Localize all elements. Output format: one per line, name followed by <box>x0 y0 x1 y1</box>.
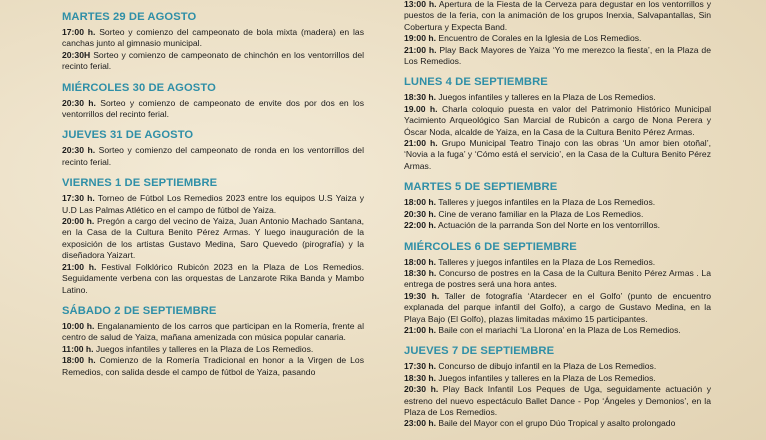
event-time: 18:30 h. <box>404 267 437 278</box>
event-time: 17:00 h. <box>62 27 96 37</box>
event <box>404 45 711 68</box>
event-text: Talleres y juegos infantiles en la Plaza de Los Remedios. <box>438 197 656 208</box>
event-time: 22:00 h. <box>404 220 437 231</box>
event-text: Grupo Municipal Teatro Tinajo con las obras ‘Un amor bien otoñal’, ‘Novia a la fuga’ y ‘Cómo está el servicio’, en la Casa de la Cultura Benito Pérez Armas. <box>404 138 711 171</box>
event-time: 20:30 h. <box>62 97 96 108</box>
event-time: 20:30 h. <box>404 384 439 395</box>
event-time: 21:00 h. <box>404 44 437 55</box>
event <box>404 197 711 208</box>
event <box>404 373 711 384</box>
event-text: Juegos infantiles y talleres en la Plaza de Los Remedios. <box>438 372 656 383</box>
event-text: Comienzo de la Romería Tradicional en honor a la Virgen de Los Remedios, con salida desde el campo de fútbol de Yaiza, pasando <box>62 355 364 377</box>
event-time: 19:30 h. <box>404 290 440 301</box>
event-text: Talleres y juegos infantiles en la Plaza de Los Remedios. <box>438 256 656 267</box>
event <box>62 216 364 262</box>
event <box>404 0 711 33</box>
event-text: Juegos infantiles y talleres en la Plaza de Los Remedios. <box>438 92 656 103</box>
right-column <box>404 0 711 430</box>
event-time: 18:30 h. <box>404 92 437 103</box>
event-text: Cine de verano familiar en la Plaza de Los Remedios. <box>438 208 644 219</box>
event-time: 23:00 h. <box>404 418 437 429</box>
event-time: 17:30 h. <box>62 193 95 204</box>
event <box>404 104 711 138</box>
event <box>404 361 711 372</box>
event <box>62 50 364 73</box>
day-title: JUEVES 7 DE SEPTIEMBRE <box>404 345 555 358</box>
event-text: Sorteo y comienzo de campeonato de envite dos por dos en los ventorrillos del recinto ferial. <box>62 97 364 120</box>
event-time: 19.00 h. <box>404 103 438 114</box>
event-text: Taller de fotografía ‘Atardecer en el Golfo’ (punto de encuentro explanada del parque infantil del Golfo), a cargo de Gustavo Medina, en la Playa Bajo (El Golfo), plazas limitadas máximo 15 participantes. <box>404 290 711 324</box>
event-time: 20:00 h. <box>62 216 95 227</box>
event-text: Encuentro de Corales en la Iglesia de Los Remedios. <box>438 33 642 44</box>
day-title: JUEVES 31 DE AGOSTO <box>62 129 194 142</box>
event <box>404 268 711 291</box>
event-time: 18:00 h. <box>62 355 96 366</box>
event-time: 17:30 h. <box>404 361 437 372</box>
event-time: 20:30H <box>62 49 91 60</box>
event-time: 21:00 h. <box>62 261 97 272</box>
event <box>62 193 364 216</box>
event-time: 21:00 h. <box>404 324 437 335</box>
event <box>62 355 364 378</box>
event-text: Juegos infantiles y talleres en la Plaza de Los Remedios. <box>95 343 314 354</box>
event-time: 21:00 h. <box>404 138 438 149</box>
event-text: Sorteo y comienzo de campeonato de chinchón en los ventorrillos del recinto ferial. <box>62 49 365 72</box>
event <box>404 384 711 418</box>
event <box>62 98 364 121</box>
event-time: 20:30 h. <box>404 208 437 219</box>
day-title: MIÉRCOLES 30 DE AGOSTO <box>62 81 216 94</box>
event <box>404 325 711 336</box>
event-time: 19:00 h. <box>404 33 437 44</box>
event <box>404 33 711 44</box>
event <box>404 138 711 172</box>
day-title: LUNES 4 DE SEPTIEMBRE <box>404 76 548 89</box>
event-time: 18:00 h. <box>404 256 437 267</box>
event <box>62 262 364 296</box>
event-time: 18:00 h. <box>404 197 437 208</box>
event-time: 20:30 h. <box>62 145 96 156</box>
event-text: Charla coloquio puesta en valor del Patrimonio Histórico Municipal Yacimiento Arqueológico San Marcial de Rubicón a cargo de Nona Perera y Óscar Noda, alcalde de Yaiza, en la Casa de la Cultura Benito Pérez Armas. <box>404 103 712 137</box>
event <box>404 291 711 325</box>
event-text: Torneo de Fútbol Los Remedios 2023 entre los equipos U.S Yaiza y U.D Las Palmas Atlético en el campo de fútbol de Yaiza. <box>62 193 364 215</box>
event-text: Concurso de dibujo infantil en la Plaza de Los Remedios. <box>438 361 657 372</box>
day-title: MARTES 29 DE AGOSTO <box>62 11 197 23</box>
day-title: VIERNES 1 DE SEPTIEMBRE <box>62 177 218 190</box>
event-time: 18:30 h. <box>404 372 437 383</box>
event-text: Festival Folklórico Rubicón 2023 en la Plaza de Los Remedios. Seguidamente verbena con las orquestas de Lanzarote Rika Banda y Mambo Latino. <box>62 261 364 295</box>
event-text: Pregón a cargo del vecino de Yaiza, Juan Antonio Machado Santana, en la Casa de la Cultura Benito Pérez Armas. Y luego inauguración de la exposición de los artistas Gustavo Medina, Saro Quevedo (pirografía) y la diseñadora Yaizart. <box>62 216 365 261</box>
event-text: Baile del Mayor con el grupo Dúo Tropical y asalto prolongado <box>438 418 676 429</box>
event-text: Engalanamiento de los carros que participan en la Romería, frente al centro de salud de Yaiza, mañana amenizada con música popular canaria. <box>62 320 364 343</box>
event <box>404 257 711 268</box>
event-text: Baile con el mariachi ‘La Llorona’ en la Plaza de Los Remedios. <box>438 324 681 335</box>
left-column <box>62 11 364 378</box>
event <box>404 92 711 103</box>
event-text: Sorteo y comienzo del campeonato de bola mixta (madera) en las canchas junto al gimnasio municipal. <box>62 27 364 49</box>
day-title: SÁBADO 2 DE SEPTIEMBRE <box>62 304 217 317</box>
event <box>62 27 364 50</box>
event <box>62 344 364 355</box>
day-title: MIÉRCOLES 6 DE SEPTIEMBRE <box>404 240 577 253</box>
event-text: Play Back Mayores de Yaiza ‘Yo me merezco la fiesta’, en la Plaza de Los Remedios. <box>404 44 711 67</box>
day-title: MARTES 5 DE SEPTIEMBRE <box>404 181 558 194</box>
event <box>62 321 364 344</box>
event-text: Sorteo y comienzo del campeonato de ronda en los ventorrillos del recinto ferial. <box>62 145 364 167</box>
event-text: Apertura de la Fiesta de la Cerveza para degustar en los ventorrillos y puestos de la feria, con la animación de los grupos Inerxia, Salvapantallas, Sin Cobertura y Expecta Band. <box>404 0 712 32</box>
event-text: Actuación de la parranda Son del Norte en los ventorrillos. <box>437 220 661 231</box>
event <box>404 220 711 231</box>
event-time: 13:00 h. <box>404 0 437 9</box>
event-time: 10:00 h. <box>62 320 95 331</box>
event <box>404 209 711 220</box>
event <box>62 145 364 168</box>
event <box>404 418 711 429</box>
event-time: 11:00 h. <box>62 343 94 354</box>
event-text: Play Back Infantil Los Peques de Uga, seguidamente actuación y estreno del nuevo espectáculo Ballet Dance - Pop ‘Ángeles y Demonios’, en la Plaza de Los Remedios. <box>404 384 711 417</box>
event-text: Concurso de postres en la Casa de la Cultura Benito Pérez Armas . La entrega de postres será una hora antes. <box>404 267 711 290</box>
